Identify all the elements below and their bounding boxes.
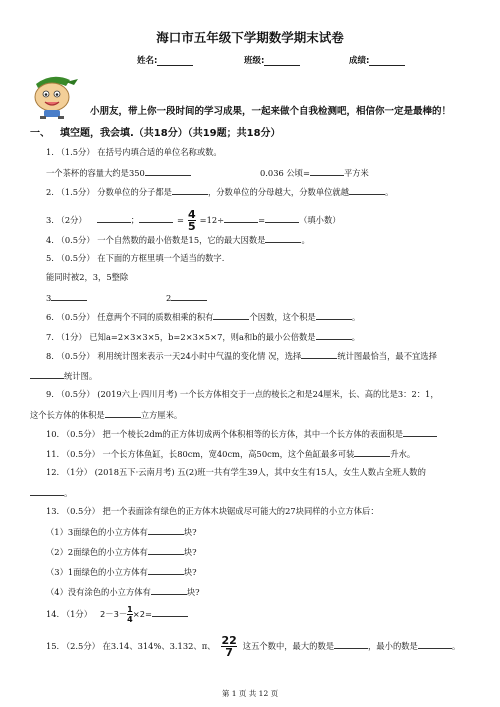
q13-item-1: （1）3面绿色的小立方体有 块?: [46, 527, 197, 537]
q3-fraction: $\frac{4}{5}$: [188, 208, 196, 233]
question-8: 8. （0.5分） 利用统计图来表示一天24小时中气温的变化情 况，选择 统计图最恰当，最不宜选择: [46, 351, 437, 361]
q3-blank-2[interactable]: [139, 214, 173, 223]
q13-blank-3[interactable]: [148, 566, 184, 575]
question-2: 2. （1.5分） 分数单位的分子都是 ，分数单位的分母越大，分数单位就越 。: [46, 187, 394, 197]
name-label: 姓名:: [137, 56, 158, 66]
q2-blank-2[interactable]: [349, 186, 385, 195]
q5-line2: 能同时被2，3，5整除: [46, 272, 129, 282]
q5-blank-b[interactable]: [171, 292, 207, 301]
q15-blank-1[interactable]: [334, 640, 368, 649]
q3-blank-4[interactable]: [265, 214, 299, 223]
class-field: [244, 54, 300, 66]
q13-item-4: （4）没有涂色的小立方体有 块?: [46, 587, 200, 597]
q9-line2: 这个长方体的体积是 立方厘米。: [30, 410, 183, 420]
q13-blank-4[interactable]: [151, 586, 187, 595]
question-9: 9. （0.5分） (2019六上·四川月考) 一个长方体相交于一点的棱长之和是24厘米，长、高的比是3：2：1，: [46, 389, 439, 399]
q10-blank[interactable]: [403, 428, 437, 437]
question-12: 12. （1分） (2018五下·云南月考) 五(2)班一共有学生39人，其中女生有15人，女生人数占全班人数的: [46, 467, 426, 477]
page-title: 海口市五年级下学期数学期末试卷: [156, 30, 344, 45]
q5-box-b: 2: [166, 292, 207, 304]
q1-part-b: 0.036 公顷= 平方米: [260, 168, 369, 178]
q9-blank[interactable]: [105, 409, 141, 418]
name-field: [137, 54, 193, 66]
q3-blank-3[interactable]: [224, 214, 258, 223]
question-4: 4. （0.5分） 一个自然数的最小倍数是15，它的最大因数是 。: [46, 235, 310, 245]
q15-blank-2[interactable]: [418, 640, 452, 649]
question-14: 14. （1分） 2－3－ $\frac{1}{4}$ ×2=: [46, 606, 188, 623]
question-13: 13. （0.5分） 把一个表面涂有绿色的正方体木块锯成尽可能大的27块同样的小立方体后：: [46, 506, 379, 516]
question-5: 5. （0.5分） 在下面的方框里填一个适当的数字.: [46, 253, 225, 263]
q1-blank-b[interactable]: [310, 167, 344, 176]
q3-blank-1[interactable]: [97, 214, 131, 223]
q13-item-3: （3）1面绿色的小立方体有 块?: [46, 567, 197, 577]
question-6: 6. （0.5分） 任意两个不同的质数相乘的积有 个因数，这个积是 。: [46, 312, 361, 322]
q6-blank-1[interactable]: [213, 311, 249, 320]
question-3: 3. （2分） ； = $\frac{4}{5}$ =12÷ = （填小数）: [46, 208, 341, 233]
q13-item-2: （2）2面绿色的小立方体有 块?: [46, 547, 197, 557]
q8-blank-2[interactable]: [30, 370, 64, 379]
question-11: 11. （0.5分） 一个长方体鱼缸，长80cm，宽40cm，高50cm，这个鱼缸最多可装 升水。: [46, 449, 416, 459]
q13-blank-2[interactable]: [148, 546, 184, 555]
q1-part-a: 一个茶杯的容量大约是350: [46, 167, 191, 179]
q5-box-a: 3: [46, 292, 87, 304]
class-label: 班级:: [244, 56, 265, 66]
q13-blank-1[interactable]: [148, 526, 184, 535]
question-1: 1. （1.5分） 在括号内填合适的单位名称或数。: [46, 147, 222, 157]
q14-blank[interactable]: [152, 608, 188, 617]
cartoon-kid-icon: [26, 70, 78, 120]
motto-text: 小朋友，带上你一段时间的学习成果，一起来做个自我检测吧，相信你一定是最棒的！: [90, 106, 452, 117]
q5-blank-a[interactable]: [51, 292, 87, 301]
q1-blank-a[interactable]: [145, 167, 191, 176]
score-label: 成绩:: [349, 56, 370, 66]
q11-blank[interactable]: [354, 448, 390, 457]
question-10: 10. （0.5分） 把一个棱长2dm的正方体切成两个体积相等的长方体，其中一个长方体的表面积是: [46, 428, 437, 440]
q14-fraction: $\frac{1}{4}$: [127, 605, 133, 624]
q8-blank-1[interactable]: [301, 350, 337, 359]
q4-blank[interactable]: [265, 234, 301, 243]
q12-line2: 。: [30, 487, 72, 499]
q2-blank-1[interactable]: [172, 186, 208, 195]
section-heading: 一、 填空题，我会填.（共18分）（共19题；共18分）: [30, 128, 281, 139]
q15-fraction: $\frac{22}{7}$: [221, 634, 237, 659]
question-7: 7. （1分） 已知a=2×3×3×5，b=2×3×5×7，则a和b的最小公倍数是 。: [46, 332, 360, 342]
question-15: 15. （2.5分） 在3.14、314%、3.132、π、 $\frac{22}{7}$ 这五个数中，最大的数是 ，最小的数是 。: [46, 634, 461, 659]
q12-blank[interactable]: [30, 487, 64, 496]
page-footer: 第 1 页 共 12 页: [221, 689, 279, 698]
q6-blank-2[interactable]: [316, 311, 352, 320]
q7-blank[interactable]: [316, 331, 352, 340]
score-field: [349, 54, 405, 66]
q8-line2: 统计图。: [30, 370, 97, 382]
